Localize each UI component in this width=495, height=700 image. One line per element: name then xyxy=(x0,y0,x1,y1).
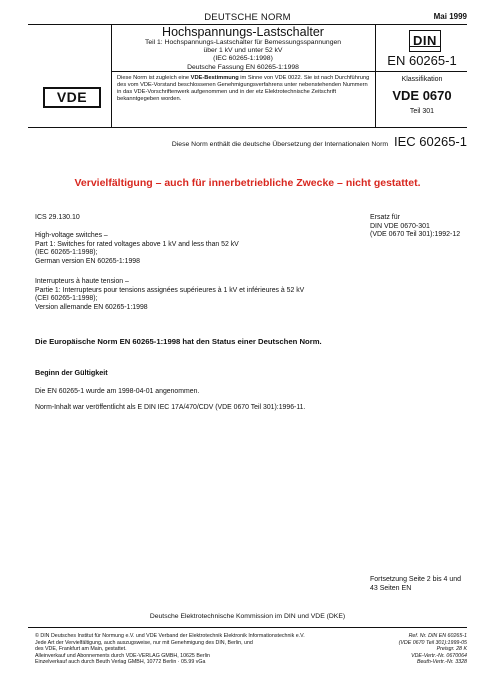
reference-line: VDE-Vertr.-Nr. 0670064 xyxy=(411,652,467,659)
standard-number: EN 60265-1 xyxy=(387,53,457,68)
replacement-note xyxy=(370,214,460,240)
publication-date: Mai 1999 xyxy=(433,12,467,21)
english-title-line: (IEC 60265-1:1998); xyxy=(35,249,98,256)
english-title xyxy=(35,232,239,266)
translation-note xyxy=(172,134,467,149)
subtitle-line: (IEC 60265-1:1998) xyxy=(213,55,273,63)
vde-note-bold: VDE-Bestimmung xyxy=(190,75,239,81)
title-block xyxy=(113,25,373,72)
continuation-line: Fortsetzung Seite 2 bis 4 und xyxy=(370,576,462,583)
copyright-line: © DIN Deutsches Institut für Normung e.V. und VDE Verband der Elektrotechnik Elektronik Informationstechnik e.V. xyxy=(35,633,305,639)
subtitle-line: über 1 kV und unter 52 kV xyxy=(203,47,283,55)
copyright-line: Jede Art der Vervielfältigung, auch auszugsweise, nur mit Genehmigung des DIN, Berlin, und xyxy=(35,639,253,646)
header-divider-left xyxy=(111,24,112,127)
din-logo: DIN xyxy=(409,30,441,52)
reference-line: (VDE 0670 Teil 301):1999-05 xyxy=(398,639,467,646)
draft-text: Norm-Inhalt war veröffentlicht als E DIN IEC 17A/470/CDV (VDE 0670 Teil 301):1996-11. xyxy=(35,404,306,411)
vde-logo: VDE xyxy=(43,87,101,108)
copyright-line: Alleinverkauf und Abonnements durch VDE-VERLAG GMBH, 10625 Berlin xyxy=(35,652,210,659)
replacement-line: (VDE 0670 Teil 301):1992-12 xyxy=(370,231,461,238)
vde-number: VDE 0670 xyxy=(392,88,452,103)
vde-note-rest: im Sinne von VDE 0022. Sie ist nach Durchführung des vom VDE-Vorstand beschlossenen Genehmigungsverfahrens unter nebenstehenden Nummern in das VDE-Vorschriftenwerk aufgenommen und in der etz Elektrotechnische Zeitschrift bekanntgegeben worden. xyxy=(117,75,370,102)
copyright-line: Einzelverkauf auch durch Beuth Verlag GMBH, 10772 Berlin · 05.99 vGa xyxy=(35,659,206,666)
replacement-line: Ersatz für xyxy=(370,214,400,221)
header-divider-right xyxy=(375,24,376,127)
copyright-block xyxy=(35,633,365,666)
english-title-line: German version EN 60265-1:1998 xyxy=(35,257,140,265)
adoption-text: Die EN 60265-1 wurde am 1998-04-01 angenommen. xyxy=(35,388,200,395)
footer-rule xyxy=(28,627,467,628)
reference-line: Preisgr. 28 K xyxy=(436,646,467,653)
copy-warning: Vervielfältigung – auch für innerbetriebliche Zwecke – nicht gestattet. xyxy=(74,177,421,189)
copyright-line: des VDE, Frankfurt am Main, gestattet. xyxy=(35,646,127,653)
document-type-label: DEUTSCHE NORM xyxy=(204,12,291,23)
french-title-line: Interrupteurs à haute tension – xyxy=(35,278,129,285)
international-standard-number: IEC 60265-1 xyxy=(394,134,467,149)
continuation-note xyxy=(370,576,461,593)
french-title-line: (CEI 60265-1:1998); xyxy=(35,295,98,302)
vde-note-intro: Diese Norm ist zugleich eine xyxy=(117,75,191,81)
reference-line: Ref. Nr. DIN EN 60265-1 xyxy=(408,633,467,639)
committee-line: Deutsche Elektrotechnische Kommission im DIN und VDE (DKE) xyxy=(149,613,346,620)
french-title xyxy=(35,278,304,312)
vde-part: Teil 301 xyxy=(409,108,435,115)
ics-code: ICS 29.130.10 xyxy=(35,214,80,221)
status-statement: Die Europäische Norm EN 60265-1:1998 hat den Status einer Deutschen Norm. xyxy=(35,337,322,346)
vde-regulation-note xyxy=(117,75,372,103)
translation-text: Diese Norm enthält die deutsche Übersetzung der Internationalen Norm xyxy=(171,141,388,148)
english-title-line: Part 1: Switches for rated voltages above 1 kV and less than 52 kV xyxy=(35,240,239,248)
subtitle-line: Teil 1: Hochspannungs-Lastschalter für Bemessungsspannungen xyxy=(144,39,342,46)
header-bottom-rule xyxy=(28,127,467,128)
french-title-line: Version allemande EN 60265-1:1998 xyxy=(35,303,148,311)
validity-heading: Beginn der Gültigkeit xyxy=(35,368,108,377)
replacement-line: DIN VDE 0670-301 xyxy=(370,222,430,230)
reference-block xyxy=(399,633,467,666)
continuation-line: 43 Seiten EN xyxy=(370,584,412,592)
document-title: Hochspannungs-Lastschalter xyxy=(162,25,324,39)
french-title-line: Partie 1: Interrupteurs pour tensions assignées supérieures à 1 kV et inférieures à 52 kV xyxy=(35,286,305,294)
reference-line: Beuth-Vertr.-Nr. 3328 xyxy=(416,659,467,666)
classification-label: Klassifikation xyxy=(401,76,443,83)
subtitle-line: Deutsche Fassung EN 60265-1:1998 xyxy=(187,63,299,71)
english-title-line: High-voltage switches – xyxy=(35,232,108,239)
